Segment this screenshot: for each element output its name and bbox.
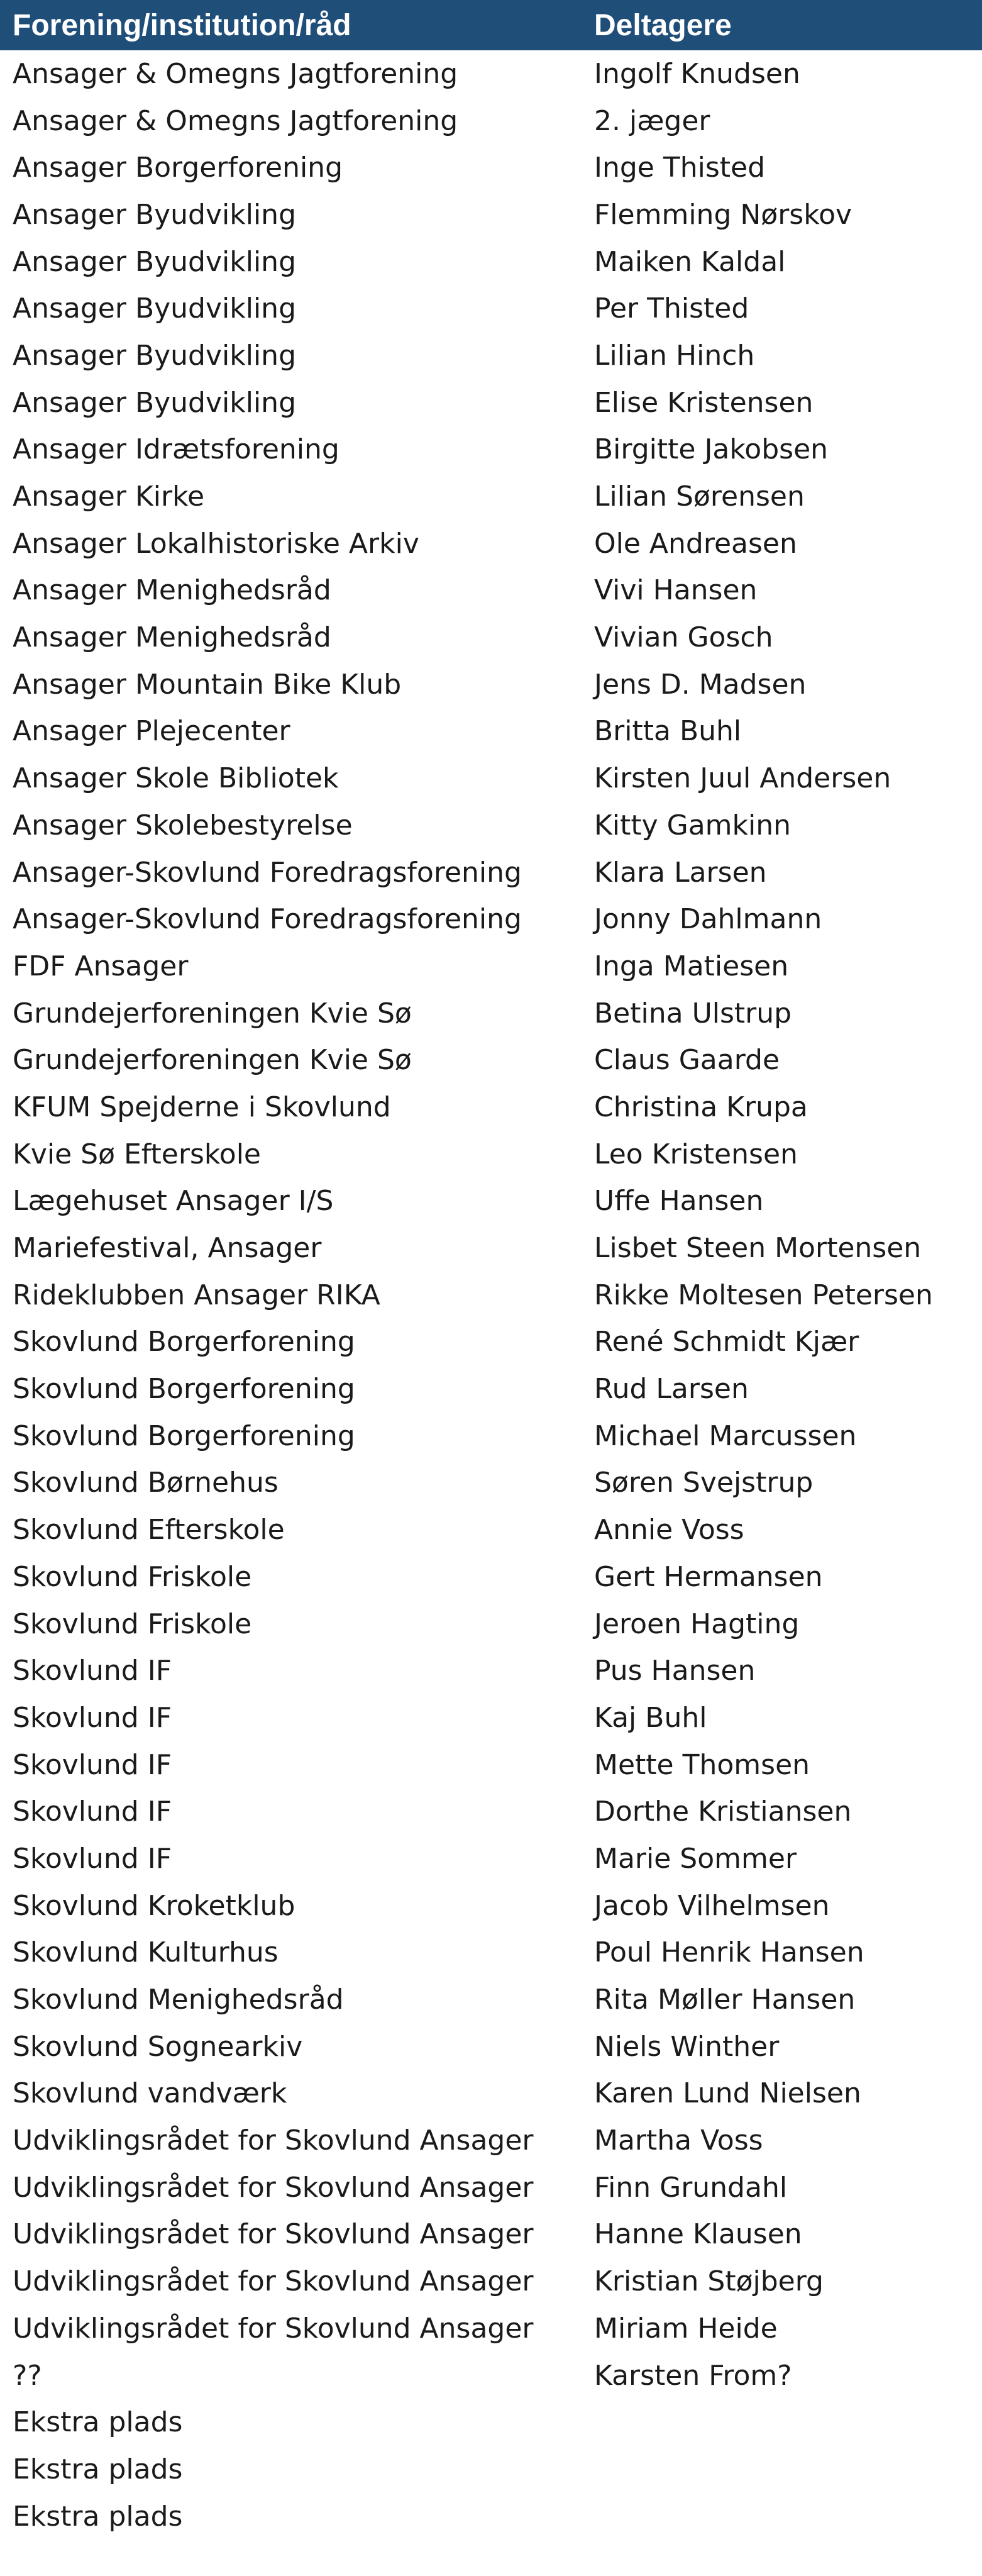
table-row [0,1647,982,1694]
table-row [0,285,982,332]
organization-cell: Skovlund IF [13,1701,172,1734]
organization-cell: Udviklingsrådet for Skovlund Ansager [13,2171,534,2204]
organization-cell: Ekstra plads [13,2453,183,2485]
table-header [0,0,982,50]
organization-cell: Ansager Borgerforening [13,152,343,184]
table-row [0,520,982,567]
organization-cell: Ansager Skolebestyrelse [13,809,353,841]
organization-cell: Grundejerforeningen Kvie Sø [13,997,412,1030]
table-row [0,2493,982,2540]
organization-cell: Skovlund Kroketklub [13,1889,295,1922]
participant-cell: Leo Kristensen [594,1138,798,1170]
participant-cell: Inga Matiesen [594,950,789,982]
organization-cell: Ansager Byudvikling [13,245,296,278]
organization-cell: Udviklingsrådet for Skovlund Ansager [13,2218,534,2251]
organization-cell: Ansager & Omegns Jagtforening [13,57,458,90]
table-row [0,661,982,708]
organization-cell: Ekstra plads [13,2500,183,2533]
organization-cell: Ansager Skole Bibliotek [13,762,339,795]
organization-cell: Ansager Lokalhistoriske Arkiv [13,527,419,560]
participant-cell: Uffe Hansen [594,1185,764,1218]
organization-cell: Skovlund IF [13,1796,172,1828]
organization-cell: Ansager-Skovlund Foredragsforening [13,856,522,889]
organization-cell: Skovlund Børnehus [13,1467,279,1499]
table-row [0,1365,982,1413]
table-row [0,2211,982,2258]
table-row [0,1272,982,1319]
participant-cell: Jeroen Hagting [594,1607,800,1640]
table-row [0,2164,982,2211]
participant-cell: Vivian Gosch [594,621,773,654]
table-row [0,473,982,520]
table-row [0,1553,982,1601]
table-row [0,191,982,238]
organization-cell: Ansager-Skovlund Foredragsforening [13,903,522,936]
participant-cell: Karen Lund Nielsen [594,2077,861,2110]
table-row [0,2023,982,2070]
table-row [0,97,982,145]
table-row [0,1601,982,1648]
organization-cell: Ansager Byudvikling [13,386,296,419]
organization-cell: Lægehuset Ansager I/S [13,1185,334,1218]
participant-cell: 2. jæger [594,104,710,137]
organization-cell: Udviklingsrådet for Skovlund Ansager [13,2265,534,2298]
participant-cell: Poul Henrik Hansen [594,1936,864,1969]
participant-cell: Annie Voss [594,1514,744,1546]
table-row [0,2399,982,2446]
participant-cell: Miriam Heide [594,2312,778,2345]
participant-cell: Lilian Sørensen [594,480,805,513]
table-row [0,426,982,474]
table-row [0,614,982,661]
organization-cell: Skovlund Sognearkiv [13,2030,303,2063]
header-participants: Deltagere [594,8,732,42]
table-row [0,1131,982,1178]
participant-cell: Ingolf Knudsen [594,57,800,90]
table-row [0,238,982,286]
participant-cell: Jacob Vilhelmsen [594,1889,830,1922]
organization-cell: Ansager Plejecenter [13,715,290,748]
organization-cell: Skovlund vandværk [13,2077,287,2110]
organization-cell: Udviklingsrådet for Skovlund Ansager [13,2312,534,2345]
table-row [0,1976,982,2023]
organization-cell: Ansager Menighedsråd [13,574,331,607]
table-row [0,1929,982,1977]
organization-cell: ?? [13,2359,42,2392]
participant-cell: Søren Svejstrup [594,1467,814,1499]
table-row [0,802,982,849]
participant-cell: Karsten From? [594,2359,792,2392]
table-row [0,2117,982,2164]
participant-cell: Rikke Moltesen Petersen [594,1279,933,1311]
table-row [0,1882,982,1929]
table-row [0,1036,982,1084]
participant-cell: Maiken Kaldal [594,245,786,278]
table-row [0,379,982,426]
participant-cell: Klara Larsen [594,856,767,889]
organization-cell: Skovlund IF [13,1655,172,1687]
organization-cell: Mariefestival, Ansager [13,1232,322,1265]
participant-cell: Martha Voss [594,2124,763,2157]
participant-cell: Michael Marcussen [594,1419,857,1452]
organization-cell: Rideklubben Ansager RIKA [13,1279,380,1311]
participant-cell: Rita Møller Hansen [594,1984,856,2016]
table-row [0,1741,982,1789]
table-row [0,1506,982,1553]
participant-cell: Finn Grundahl [594,2171,788,2204]
participant-cell: Inge Thisted [594,152,766,184]
organization-cell: Kvie Sø Efterskole [13,1138,261,1170]
table-row [0,1319,982,1366]
organization-cell: Skovlund Friskole [13,1607,252,1640]
participant-cell: Per Thisted [594,292,749,325]
participant-cell: René Schmidt Kjær [594,1326,859,1358]
table-row [0,896,982,943]
organization-cell: Ekstra plads [13,2406,183,2439]
organization-cell: Ansager Byudvikling [13,339,296,372]
table-row [0,2258,982,2305]
participant-cell: Lilian Hinch [594,339,755,372]
participant-cell: Mette Thomsen [594,1748,810,1781]
participant-cell: Dorthe Kristiansen [594,1796,852,1828]
organization-cell: Udviklingsrådet for Skovlund Ansager [13,2124,534,2157]
organization-cell: Skovlund IF [13,1842,172,1875]
participant-cell: Marie Sommer [594,1842,797,1875]
participant-cell: Kaj Buhl [594,1701,707,1734]
participant-cell: Betina Ulstrup [594,997,792,1030]
participant-cell: Pus Hansen [594,1655,756,1687]
organization-cell: Skovlund Kulturhus [13,1936,279,1969]
table-body [0,50,982,2540]
table-row [0,567,982,614]
table-row [0,990,982,1037]
participant-cell: Gert Hermansen [594,1560,823,1593]
participant-cell: Kristian Støjberg [594,2265,824,2298]
participant-cell: Christina Krupa [594,1091,808,1123]
table-row [0,755,982,802]
table-row [0,1224,982,1272]
organization-cell: FDF Ansager [13,950,189,982]
participant-cell: Lisbet Steen Mortensen [594,1232,922,1265]
participant-cell: Rud Larsen [594,1373,749,1406]
table-row [0,1835,982,1882]
participant-cell: Niels Winther [594,2030,780,2063]
organization-cell: Skovlund Menighedsråd [13,1984,344,2016]
header-organization: Forening/institution/råd [13,8,351,42]
table-row [0,1460,982,1507]
table-row [0,2352,982,2399]
table-row [0,1178,982,1225]
table-row [0,1413,982,1460]
organization-cell: Ansager Mountain Bike Klub [13,668,402,701]
table-row [0,1788,982,1835]
participant-cell: Elise Kristensen [594,386,814,419]
organization-cell: Ansager & Omegns Jagtforening [13,104,458,137]
organization-cell: Ansager Menighedsråd [13,621,331,654]
table-row [0,2446,982,2493]
organization-cell: Skovlund Borgerforening [13,1326,355,1358]
participant-cell: Kirsten Juul Andersen [594,762,891,795]
organization-cell: Skovlund Efterskole [13,1514,285,1546]
table-row [0,1694,982,1741]
participant-cell: Jens D. Madsen [594,668,807,701]
participant-cell: Hanne Klausen [594,2218,802,2251]
table-row [0,849,982,896]
table-row [0,2305,982,2352]
participant-cell: Britta Buhl [594,715,742,748]
participant-cell: Birgitte Jakobsen [594,433,829,466]
table-row [0,943,982,990]
organization-cell: Ansager Idrætsforening [13,433,339,466]
organization-cell: KFUM Spejderne i Skovlund [13,1091,391,1123]
organization-cell: Ansager Byudvikling [13,198,296,231]
organization-cell: Skovlund Borgerforening [13,1419,355,1452]
organization-cell: Skovlund IF [13,1748,172,1781]
organization-cell: Ansager Kirke [13,480,205,513]
organization-cell: Skovlund Friskole [13,1560,252,1593]
participant-cell: Ole Andreasen [594,527,797,560]
participant-cell: Claus Gaarde [594,1044,780,1077]
table-row [0,708,982,755]
participant-cell: Flemming Nørskov [594,198,852,231]
table-row [0,50,982,97]
table-row [0,1084,982,1131]
participant-cell: Jonny Dahlmann [594,903,822,936]
organization-cell: Grundejerforeningen Kvie Sø [13,1044,412,1077]
participant-cell: Kitty Gamkinn [594,809,792,841]
table-row [0,144,982,191]
organization-cell: Skovlund Borgerforening [13,1373,355,1406]
table-row [0,332,982,379]
participant-cell: Vivi Hansen [594,574,758,607]
table-row [0,2070,982,2118]
organization-cell: Ansager Byudvikling [13,292,296,325]
